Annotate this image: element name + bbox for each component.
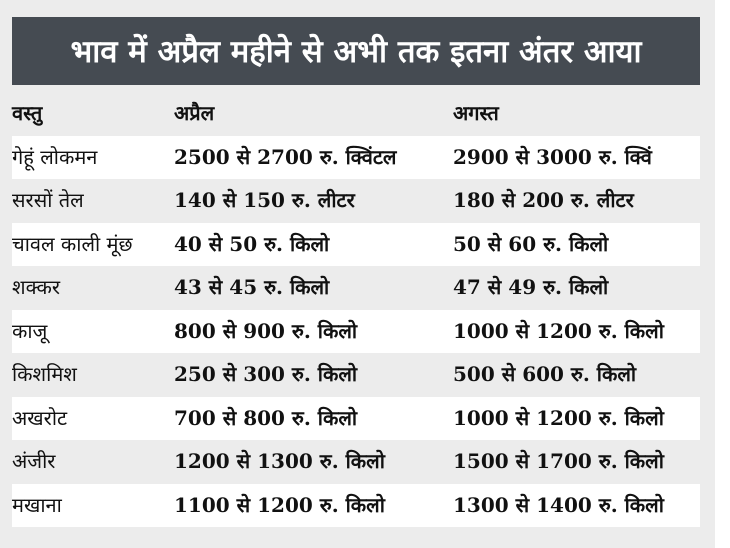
item-name: काजू — [12, 318, 48, 343]
april-price: 1200 से 1300 रु. किलो — [174, 449, 385, 473]
title-bar — [12, 17, 700, 85]
april-price: 2500 से 2700 रु. क्विंटल — [174, 144, 397, 169]
april-price: 1100 से 1200 रु. किलो — [174, 492, 385, 517]
august-price: 2900 से 3000 रु. क्विं — [453, 144, 652, 169]
table-row — [12, 223, 700, 267]
table-row — [12, 440, 700, 484]
item-name: किशमिश — [12, 362, 77, 386]
item-name: मखाना — [12, 492, 62, 517]
april-price: 800 से 900 रु. किलो — [174, 318, 358, 343]
table-row — [12, 136, 700, 180]
table-row — [12, 266, 700, 310]
april-price: 43 से 45 रु. किलो — [174, 275, 330, 299]
april-price: 250 से 300 रु. किलो — [174, 362, 358, 386]
table-row — [12, 353, 700, 397]
table-row — [12, 310, 700, 354]
table-header-row — [12, 92, 700, 136]
header-item: वस्तु — [12, 101, 43, 125]
page-title: भाव में अप्रैल महीने से अभी तक इतना अंतर आया — [70, 34, 642, 70]
header-august: अगस्त — [453, 101, 499, 125]
april-price: 40 से 50 रु. किलो — [174, 231, 330, 256]
august-price: 1000 से 1200 रु. किलो — [453, 318, 664, 343]
item-name: गेहूं लोकमन — [12, 144, 98, 169]
item-name: चावल काली मूंछ — [12, 231, 133, 256]
august-price: 500 से 600 रु. किलो — [453, 362, 637, 386]
table-row — [12, 397, 700, 441]
item-name: अंजीर — [12, 449, 56, 473]
price-table — [12, 92, 700, 527]
august-price: 47 से 49 रु. किलो — [453, 275, 609, 299]
april-price: 140 से 150 रु. लीटर — [174, 188, 355, 212]
august-price: 180 से 200 रु. लीटर — [453, 188, 634, 212]
august-price: 1000 से 1200 रु. किलो — [453, 405, 664, 430]
august-price: 1500 से 1700 रु. किलो — [453, 449, 664, 473]
item-name: सरसों तेल — [12, 188, 84, 212]
table-row — [12, 484, 700, 528]
item-name: अखरोट — [12, 405, 68, 430]
august-price: 1300 से 1400 रु. किलो — [453, 492, 664, 517]
table-row — [12, 179, 700, 223]
item-name: शक्कर — [12, 275, 61, 299]
april-price: 700 से 800 रु. किलो — [174, 405, 358, 430]
august-price: 50 से 60 रु. किलो — [453, 231, 609, 256]
header-april: अप्रैल — [174, 101, 215, 125]
